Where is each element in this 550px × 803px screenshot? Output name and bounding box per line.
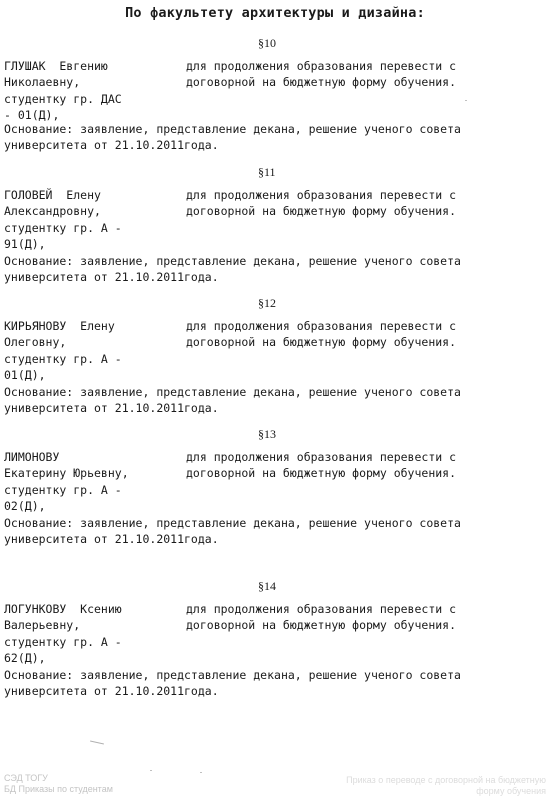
student-name: ГОЛОВЕЙ Елену Александровну, студентку гр. А - 91(Д), <box>4 188 122 252</box>
section-number: §14 <box>258 579 276 593</box>
footer-system-label: СЭД ТОГУ БД Приказы по студентам <box>4 773 113 794</box>
basis-text: Основание: заявление, представление декана, решение ученого совета университета от 21.10.2011года. <box>4 254 461 285</box>
section-number: §12 <box>258 296 276 310</box>
decision-text: для продолжения образования перевести с договорной на бюджетную форму обучения. <box>186 59 457 90</box>
decision-text: для продолжения образования перевести с договорной на бюджетную форму обучения. <box>186 319 457 350</box>
basis-text: Основание: заявление, представление декана, решение ученого совета университета от 21.10.2011года. <box>4 122 461 153</box>
student-name: ГЛУШАК Евгению Николаевну, студентку гр. ДАС - 01(Д), <box>4 59 122 123</box>
scan-dot <box>150 770 152 771</box>
section-number: §13 <box>258 427 276 441</box>
student-name: КИРЬЯНОВУ Елену Олеговну, студентку гр. А - 01(Д), <box>4 319 122 383</box>
scan-dot <box>465 100 467 101</box>
section-number: §10 <box>258 36 276 50</box>
scan-mark <box>90 741 104 745</box>
scan-dot <box>200 772 202 773</box>
section-number: §11 <box>258 165 276 179</box>
footer-document-label: Приказ о переводе с договорной на бюджетную форму обучения <box>346 775 546 796</box>
basis-text: Основание: заявление, представление декана, решение ученого совета университета от 21.10.2011года. <box>4 516 461 547</box>
basis-text: Основание: заявление, представление декана, решение ученого совета университета от 21.10.2011года. <box>4 668 461 699</box>
basis-text: Основание: заявление, представление декана, решение ученого совета университета от 21.10.2011года. <box>4 385 461 416</box>
student-name: ЛОГУНКОВУ Ксению Валерьевну, студентку гр. А - 62(Д), <box>4 602 122 666</box>
page-heading: По факультету архитектуры и дизайна: <box>125 5 425 21</box>
student-name: ЛИМОНОВУ Екатерину Юрьевну, студентку гр. А - 02(Д), <box>4 450 129 514</box>
decision-text: для продолжения образования перевести с договорной на бюджетную форму обучения. <box>186 602 457 633</box>
decision-text: для продолжения образования перевести с договорной на бюджетную форму обучения. <box>186 450 457 481</box>
decision-text: для продолжения образования перевести с договорной на бюджетную форму обучения. <box>186 188 457 219</box>
